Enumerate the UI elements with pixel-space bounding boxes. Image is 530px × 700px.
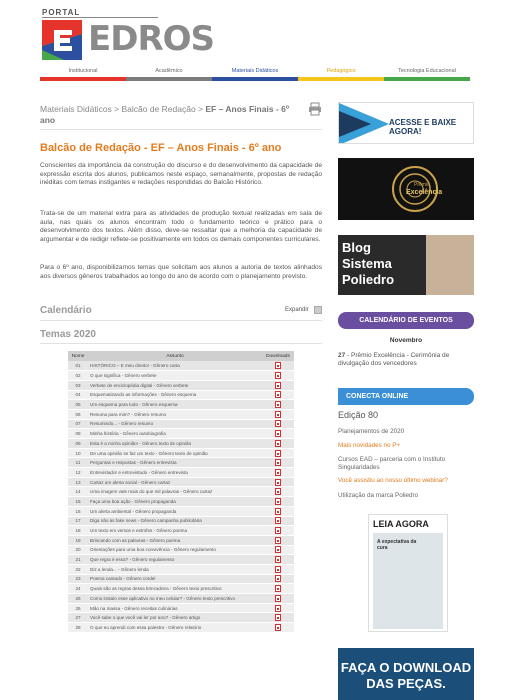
row-number: 05 <box>68 400 88 410</box>
pdf-icon[interactable] <box>275 420 281 427</box>
pdf-icon[interactable] <box>275 479 281 486</box>
table-row <box>68 400 294 410</box>
row-number: 10 <box>68 448 88 458</box>
download-cell <box>262 371 294 381</box>
row-number: 16 <box>68 506 88 516</box>
row-subject: Esquematizando as informações - Gênero esquema <box>88 390 262 400</box>
table-row <box>68 468 294 478</box>
blog-banner[interactable] <box>338 235 474 295</box>
table-row <box>68 516 294 526</box>
event-text: - Prêmio Excelência - Cerimônia de divulgação dos vencedores <box>338 352 450 367</box>
pdf-icon[interactable] <box>275 372 281 379</box>
row-number: 01 <box>68 361 88 371</box>
row-number: 08 <box>68 429 88 439</box>
download-cell <box>262 623 294 633</box>
table-row <box>68 390 294 400</box>
download-cell <box>262 526 294 536</box>
themes-table <box>68 351 294 633</box>
row-number: 22 <box>68 564 88 574</box>
table-row <box>68 574 294 584</box>
download-cell <box>262 419 294 429</box>
row-number: 13 <box>68 477 88 487</box>
nav-label: Institucional <box>68 68 98 74</box>
pdf-icon[interactable] <box>275 362 281 369</box>
pdf-icon[interactable] <box>275 401 281 408</box>
table-row <box>68 371 294 381</box>
person-photo <box>426 235 474 295</box>
table-row <box>68 458 294 468</box>
row-number: 18 <box>68 526 88 536</box>
download-cell <box>262 477 294 487</box>
table-row <box>68 526 294 536</box>
row-number: 15 <box>68 497 88 507</box>
intro-paragraph-1: Conscientes da importância da construção do discurso e do desenvolvimento da capacidade de expressão escrita dos alunos, publicamos neste espaço, semanalmente, propostas de redação inéditas com temas instigantes e redações respondidas do Balcão Histórico. <box>40 162 322 187</box>
download-cell <box>262 613 294 623</box>
print-icon[interactable] <box>308 102 322 116</box>
row-number: 20 <box>68 545 88 555</box>
pdf-icon[interactable] <box>275 624 281 631</box>
table-row <box>68 439 294 449</box>
pdf-icon[interactable] <box>275 488 281 495</box>
nav-label: Acadêmico <box>155 68 183 74</box>
row-number: 19 <box>68 535 88 545</box>
row-subject: Entrevistador e entrevistado - Gênero entrevista <box>88 468 262 478</box>
download-cell <box>262 516 294 526</box>
download-cell <box>262 497 294 507</box>
expand-link[interactable]: Expandir <box>285 307 309 313</box>
pdf-icon[interactable] <box>275 450 281 457</box>
blog-title-3: Poliedro <box>342 272 395 287</box>
pdf-icon[interactable] <box>275 566 281 573</box>
nav-color-bar <box>384 77 470 81</box>
portal-label: PORTAL <box>42 8 81 17</box>
expand-toggle-icon[interactable] <box>314 306 322 314</box>
row-subject: Diz a lenda... - Gênero lenda <box>88 564 262 574</box>
row-subject: O que significa - Gênero verbete <box>88 371 262 381</box>
row-number: 27 <box>68 613 88 623</box>
row-number: 03 <box>68 380 88 390</box>
pdf-icon[interactable] <box>275 459 281 466</box>
row-number: 17 <box>68 516 88 526</box>
pdf-icon[interactable] <box>275 595 281 602</box>
row-number: 06 <box>68 409 88 419</box>
table-row <box>68 603 294 613</box>
logo-divider <box>42 17 158 18</box>
conecta-header: CONECTA ONLINE <box>338 388 474 405</box>
row-number: 25 <box>68 594 88 604</box>
download-cell <box>262 361 294 371</box>
pdf-icon[interactable] <box>275 575 281 582</box>
download-line-2: DAS PEÇAS. <box>366 676 446 691</box>
pdf-icon[interactable] <box>275 508 281 515</box>
download-cell <box>262 400 294 410</box>
column-header: Assunto <box>88 351 262 361</box>
row-subject: Esta é a minha opinião! - Gênero texto de opinião <box>88 439 262 449</box>
download-cell <box>262 535 294 545</box>
pdf-icon[interactable] <box>275 382 281 389</box>
row-number: 26 <box>68 603 88 613</box>
download-pieces-banner[interactable] <box>338 648 474 700</box>
blog-title-2: Sistema <box>342 256 392 271</box>
themes-heading: Temas 2020 <box>40 329 96 340</box>
table-row <box>68 623 294 633</box>
row-subject: Diga não às fake news - Gênero campanha publicitária <box>88 516 262 526</box>
nav-color-bar <box>40 77 126 81</box>
pdf-icon[interactable] <box>275 527 281 534</box>
table-row <box>68 409 294 419</box>
download-cell <box>262 564 294 574</box>
row-number: 02 <box>68 371 88 381</box>
table-row <box>68 477 294 487</box>
excelencia-label: Excelência <box>406 189 443 196</box>
row-subject: Como instalo esse aplicativo no meu celular? - Gênero texto prescritivo <box>88 594 262 604</box>
row-subject: Você sabe o que você vai ler por ano? - Gênero artigo <box>88 613 262 623</box>
divider <box>40 343 322 344</box>
download-cell <box>262 487 294 497</box>
sidebar-link[interactable]: Você assistiu ao nosso último webinar? <box>338 477 448 484</box>
row-number: 07 <box>68 419 88 429</box>
download-cell <box>262 506 294 516</box>
download-cell <box>262 555 294 565</box>
sidebar-link[interactable]: Utilização da marca Poliedro <box>338 492 419 499</box>
row-subject: Orientações para uma boa convivência - Gênero regulamento <box>88 545 262 555</box>
row-number: 04 <box>68 390 88 400</box>
download-banner[interactable] <box>338 102 474 144</box>
row-subject: Verbete de enciclopédia digital - Gênero verbete <box>88 380 262 390</box>
sidebar-link[interactable]: Planejamentos de 2020 <box>338 428 405 435</box>
table-row <box>68 419 294 429</box>
nav-label: Tecnologia Educacional <box>398 68 456 74</box>
row-number: 09 <box>68 439 88 449</box>
pdf-icon[interactable] <box>275 614 281 621</box>
edition-label: Edição 80 <box>338 410 379 420</box>
magazine-cover[interactable] <box>368 514 448 632</box>
premio-excelencia-banner[interactable] <box>338 158 474 220</box>
row-subject: Uma imagem vale mais do que mil palavras - Gênero cartaz <box>88 487 262 497</box>
table-row <box>68 545 294 555</box>
table-row <box>68 564 294 574</box>
intro-paragraph-2: Trata-se de um material extra para as atividades de produção textual realizadas em sala de aula, nas quais os alunos encontram todo o fundamento teórico e prático para o desenvolvimento dos textos. Além disso, deve-se ressaltar que a melhoria da capacidade de argumentar e de redigir reflete-se positivamente em todos os demais componentes curriculares. <box>40 210 322 243</box>
pdf-icon[interactable] <box>275 430 281 437</box>
table-row <box>68 506 294 516</box>
row-subject: Faça uma boa ação - Gênero propaganda <box>88 497 262 507</box>
sidebar-link[interactable]: Mais novidades no P+ <box>338 442 401 449</box>
event-day: 27 <box>338 352 346 359</box>
pdf-icon[interactable] <box>275 440 281 447</box>
pdf-icon[interactable] <box>275 391 281 398</box>
table-header-row <box>68 351 294 361</box>
magazine-subtitle: A expectativa da cura <box>377 539 417 551</box>
row-subject: HISTÓRICO – E meu direito! - Gênero carta <box>88 361 262 371</box>
intro-paragraph-3: Para o 6º ano, disponibilizamos temas que solicitam aos alunos a autoria de textos alinhados aos diversos gêneros trabalhados ao longo do ano de acordo com o planejamento previsto. <box>40 264 322 280</box>
nav-label: Materiais Didáticos <box>231 68 279 74</box>
row-number: 21 <box>68 555 88 565</box>
table-row <box>68 535 294 545</box>
row-subject: Brincando com as palavras - Gênero poema <box>88 535 262 545</box>
calendar-heading: Calendário <box>40 305 92 316</box>
download-cell <box>262 574 294 584</box>
pdf-icon[interactable] <box>275 556 281 563</box>
download-cell <box>262 545 294 555</box>
nav-label: Pedagógico <box>326 68 356 74</box>
pdf-icon[interactable] <box>275 605 281 612</box>
sidebar-link[interactable]: Cursos EAD – parceria com o Instituto Singularidades <box>338 456 446 471</box>
breadcrumb <box>40 104 290 126</box>
events-header: CALENDÁRIO DE EVENTOS <box>338 312 474 329</box>
row-subject: Um texto em versos e estrofes - Gênero poema <box>88 526 262 536</box>
nav-academico[interactable] <box>126 67 212 81</box>
breadcrumb-path[interactable]: Materiais Didáticos > Balcão de Redação > <box>40 104 206 114</box>
column-header: Nome <box>68 351 88 361</box>
pdf-icon[interactable] <box>275 469 281 476</box>
divider <box>40 320 322 321</box>
table-row <box>68 555 294 565</box>
breadcrumb-current: EF – Anos Finais - 6º ano <box>40 104 289 125</box>
download-cell <box>262 380 294 390</box>
row-subject: Cartaz um alerta social - Gênero cartaz <box>88 477 262 487</box>
nav-color-bar <box>126 77 212 81</box>
row-number: 24 <box>68 584 88 594</box>
row-subject: De uma opinião se faz um texto - Gênero texto de opinião <box>88 448 262 458</box>
row-subject: Um alerta ambiental - Gênero propaganda <box>88 506 262 516</box>
nav-color-bar <box>212 77 298 81</box>
table-row <box>68 429 294 439</box>
premio-label: Prêmio <box>414 182 430 188</box>
table-row <box>68 584 294 594</box>
nav-pedagogico[interactable] <box>298 67 384 81</box>
events-month: Novembro <box>389 337 423 344</box>
download-cell <box>262 448 294 458</box>
download-cell <box>262 429 294 439</box>
event-item[interactable] <box>338 352 474 368</box>
banner-text: ACESSE E BAIXE AGORA! <box>389 118 457 136</box>
row-subject: Poema cantado - Gênero cordel <box>88 574 262 584</box>
table-row <box>68 448 294 458</box>
download-cell <box>262 468 294 478</box>
row-number: 11 <box>68 458 88 468</box>
download-cell <box>262 584 294 594</box>
row-subject: Um esquema para tudo - Gênero esquema <box>88 400 262 410</box>
pdf-icon[interactable] <box>275 546 281 553</box>
row-number: 28 <box>68 623 88 633</box>
brand-name: EDROS <box>88 19 215 59</box>
row-subject: O que eu aprendi com essa palestra - Gênero relatório <box>88 623 262 633</box>
pdf-icon[interactable] <box>275 537 281 544</box>
row-subject: Resuma para mim? - Gênero resumo <box>88 409 262 419</box>
portal-logo[interactable] <box>40 8 215 60</box>
download-cell <box>262 439 294 449</box>
table-row <box>68 594 294 604</box>
row-subject: Perguntas e respostas - Gênero entrevista <box>88 458 262 468</box>
arrow-graphic-icon <box>339 103 389 144</box>
table-row <box>68 361 294 371</box>
blog-title-1: Blog <box>342 240 371 255</box>
download-cell <box>262 390 294 400</box>
row-subject: Resumindo... - Gênero resumo <box>88 419 262 429</box>
row-number: 14 <box>68 487 88 497</box>
pdf-icon[interactable] <box>275 517 281 524</box>
pdf-icon[interactable] <box>275 585 281 592</box>
table-row <box>68 613 294 623</box>
edros-logo-icon <box>42 20 82 60</box>
row-number: 23 <box>68 574 88 584</box>
row-subject: Minha história - Gênero autobiografia <box>88 429 262 439</box>
download-line-1: FAÇA O DOWNLOAD <box>340 660 472 675</box>
table-row <box>68 487 294 497</box>
pdf-icon[interactable] <box>275 411 281 418</box>
nav-institucional[interactable] <box>40 67 126 81</box>
nav-materiais-didaticos[interactable] <box>212 67 298 81</box>
download-cell <box>262 603 294 613</box>
row-subject: Mão na massa - Gênero receitas culinárias <box>88 603 262 613</box>
row-number: 12 <box>68 468 88 478</box>
table-row <box>68 380 294 390</box>
row-subject: Que regra é essa? - Gênero regulamento <box>88 555 262 565</box>
divider <box>40 129 322 130</box>
row-subject: Quais são as regras dessa brincadeira - Gênero texto prescritivo <box>88 584 262 594</box>
magazine-title: LEIA AGORA <box>373 519 429 529</box>
nav-color-bar <box>298 77 384 81</box>
download-cell <box>262 594 294 604</box>
nav-tecnologia-educacional[interactable] <box>384 67 470 81</box>
page-title: Balcão de Redação - EF – Anos Finais - 6º ano <box>40 142 282 154</box>
download-cell <box>262 458 294 468</box>
download-cell <box>262 409 294 419</box>
pdf-icon[interactable] <box>275 498 281 505</box>
column-header: Downloads <box>262 351 294 361</box>
table-row <box>68 497 294 507</box>
main-nav <box>40 67 470 81</box>
